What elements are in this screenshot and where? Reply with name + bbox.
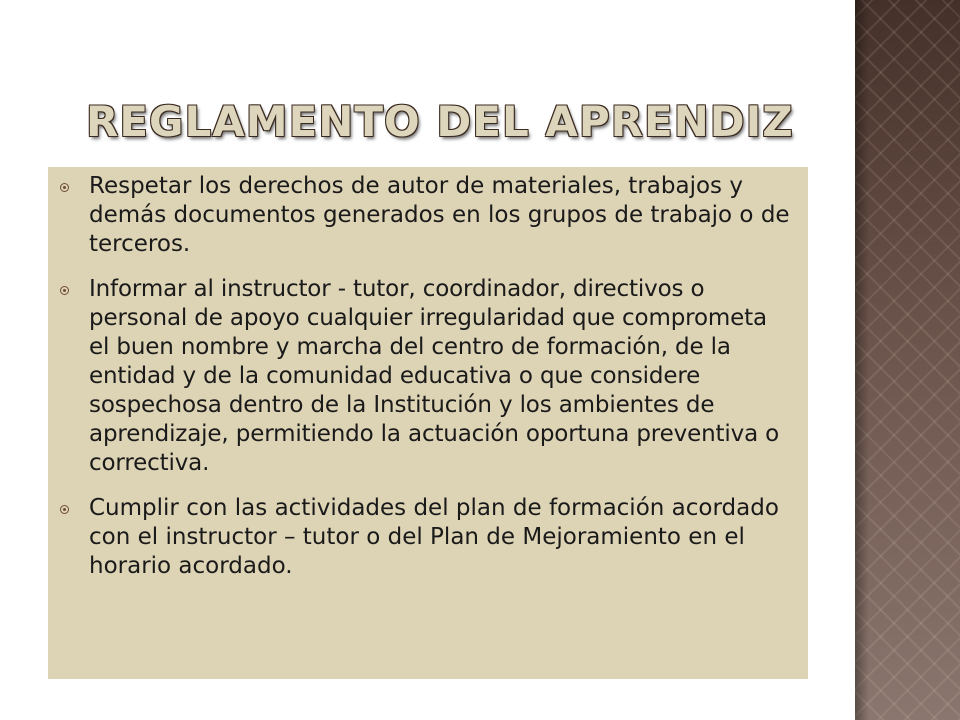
bullet-item: [48, 494, 808, 581]
bullet-icon: [60, 183, 69, 192]
bullet-list: [48, 167, 808, 581]
decorative-side-strip: [855, 0, 960, 720]
bullet-text: Respetar los derechos de autor de materiales, trabajos y demás documentos generados en los grupos de trabajo o de terceros.: [89, 173, 790, 257]
bullet-text: Informar al instructor - tutor, coordinador, directivos o personal de apoyo cualquier irregularidad que comprometa el buen nombre y marcha del centro de formación, de la entidad y de la comunidad educativa o que considere sospechosa dentro de la Institución y los ambientes de aprendizaje, permitiendo la actuación oportuna preventiva o correctiva.: [89, 276, 780, 476]
bullet-text: Cumplir con las actividades del plan de formación acordado con el instructor – tutor o del Plan de Mejoramiento en el horario acordado.: [89, 495, 779, 579]
bullet-icon: [60, 286, 69, 295]
bullet-icon: [60, 505, 69, 514]
bullet-item: [48, 275, 808, 478]
content-box: [48, 167, 808, 679]
slide-title: REGLAMENTO DEL APRENDIZ: [86, 97, 794, 146]
bullet-item: [48, 172, 808, 259]
